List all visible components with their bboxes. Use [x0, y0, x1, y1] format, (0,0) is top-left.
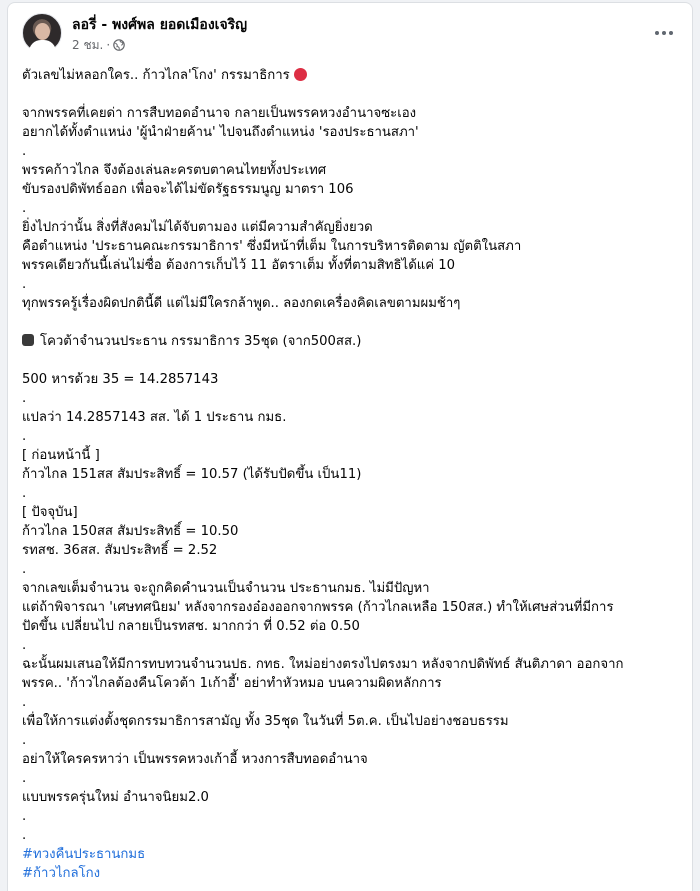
headline-text: ตัวเลขไม่หลอกใคร.. ก้าวไกล'โกง' กรรมาธิการ	[22, 68, 290, 83]
post-time[interactable]: 2 ชม.	[72, 38, 104, 52]
post-line: ฉะนั้นผมเสนอให้มีการทบทวนจำนวนปธ. กทธ. ใหม่อย่างตรงไปตรงมา หลังจากปดิพัทธ์ สันติภาดา ออกจาก	[22, 657, 624, 672]
post-line: แบบพรรครุ่นใหม่ อำนาจนิยม2.0	[22, 790, 209, 805]
post-line: อย่าให้ใครครหาว่า เป็นพรรคหวงเก้าอี้ หวงการสืบทอดอำนาจ	[22, 752, 368, 767]
post-line: แปลว่า 14.2857143 สส. ได้ 1 ประธาน กมธ.	[22, 410, 287, 425]
post-line: .	[22, 562, 27, 577]
quota-text: โควต้าจำนวนประธาน กรรมาธิการ 35ชุด (จาก500สส.)	[40, 334, 362, 349]
post-line: ทุกพรรครู้เรื่องผิดปกตินี้ดี แต่ไม่มีใครกล้าพูด.. ลองกดเครื่องคิดเลขตามผมช้าๆ	[22, 296, 461, 311]
post-line: จากเลขเต็มจำนวน จะถูกคิดคำนวนเป็นจำนวน ประธานกมธ. ไม่มีปัญหา	[22, 581, 430, 596]
post-line-headline	[22, 66, 682, 85]
post-line: รทสช. 36สส. สัมประสิทธิ์ = 2.52	[22, 543, 218, 558]
post-line: เพื่อให้การแต่งตั้งชุดกรรมาธิการสามัญ ทั้ง 35ชุด ในวันที่ 5ต.ค. เป็นไปอย่างชอบธรรม	[22, 714, 509, 729]
more-options-icon	[669, 31, 673, 35]
post-line: ก้าวไกล 151สส สัมประสิทธิ์ = 10.57 (ได้รับปัดขึ้น เป็น11)	[22, 467, 362, 482]
post-line: จากพรรคที่เคยด่า การสืบทอดอำนาจ กลายเป็นพรรคหวงอำนาจซะเอง	[22, 106, 417, 121]
avatar-face	[35, 23, 50, 40]
post-line: พรรคก้าวไกล จึงต้องเล่นละครตบตาคนไทยทั้งประเทศ	[22, 163, 327, 178]
red-circle-icon	[294, 68, 307, 81]
post-line: [ ปัจจุบัน]	[22, 505, 78, 520]
post-line	[22, 351, 682, 370]
post-line: 500 หารด้วย 35 = 14.2857143	[22, 372, 219, 387]
post-line: .	[22, 391, 27, 406]
post-line: .	[22, 695, 27, 710]
author-avatar[interactable]	[22, 13, 62, 53]
post-line: คือตำแหน่ง 'ประธานคณะกรรมาธิการ' ซึ่งมีหน้าที่เต็ม ในการบริหารติดตาม ญัตติในสภา	[22, 239, 522, 254]
post-line: .	[22, 201, 27, 216]
post-line	[22, 313, 682, 332]
post-line: พรรคเดียวกันนี้เล่นไม่ซื่อ ต้องการเก็บไว้ 11 อัตราเต็ม ทั้งที่ตามสิทธิได้แค่ 10	[22, 258, 456, 273]
black-square-icon	[22, 334, 34, 346]
author-name[interactable]: ลอรี่ - พงศ์พล ยอดเมืองเจริญ	[72, 17, 248, 33]
post-line: .	[22, 638, 27, 653]
more-options-button[interactable]	[648, 21, 680, 45]
post-line: อยากได้ทั้งตำแหน่ง 'ผู้นำฝ่ายค้าน' ไปจนถึงตำแหน่ง 'รองประธานสภา'	[22, 125, 419, 140]
post-line: ปัดขึ้น เปลี่ยนไป กลายเป็นรทสช. มากกว่า ที่ 0.52 ต่อ 0.50	[22, 619, 360, 634]
post-card	[7, 2, 693, 891]
post-line: พรรค.. 'ก้าวไกลต้องคืนโควต้า 1เก้าอี้' อย่าทำหัวหมอ บนความผิดหลักการ	[22, 676, 442, 691]
post-line-quota	[22, 332, 682, 351]
meta-separator: ·	[106, 38, 111, 52]
post-line: .	[22, 486, 27, 501]
post-line: .	[22, 277, 27, 292]
post-line: .	[22, 809, 27, 824]
post-line: แต่ถ้าพิจารณา 'เศษทศนิยม' หลังจากรองอ๋องออกจากพรรค (ก้าวไกลเหลือ 150สส.) ทำให้เศษส่วนที่มีการ	[22, 600, 614, 615]
more-options-icon	[655, 31, 659, 35]
hashtag-link[interactable]: #ก้าวไกลโกง	[22, 866, 101, 881]
post-line: .	[22, 828, 27, 843]
globe-icon[interactable]	[113, 39, 125, 54]
post-header	[22, 13, 678, 57]
post-line: ขับรองปดิพัทธ์ออก เพื่อจะได้ไม่ขัดรัฐธรรมนูญ มาตรา 106	[22, 182, 354, 197]
post-line: .	[22, 144, 27, 159]
post-line: ยิ่งไปกว่านั้น สิ่งที่สังคมไม่ได้จับตามอง แต่มีความสำคัญยิ่งยวด	[22, 220, 373, 235]
more-options-icon	[662, 31, 666, 35]
post-meta	[72, 36, 125, 55]
post-line: ก้าวไกล 150สส สัมประสิทธิ์ = 10.50	[22, 524, 239, 539]
post-body	[22, 66, 682, 883]
post-line: .	[22, 733, 27, 748]
post-line: .	[22, 771, 27, 786]
hashtag-link[interactable]: #ทวงคืนประธานกมธ	[22, 847, 146, 862]
post-line: [ ก่อนหน้านี้ ]	[22, 448, 100, 463]
avatar-shirt	[29, 40, 56, 53]
post-line: .	[22, 429, 27, 444]
post-line	[22, 85, 682, 104]
